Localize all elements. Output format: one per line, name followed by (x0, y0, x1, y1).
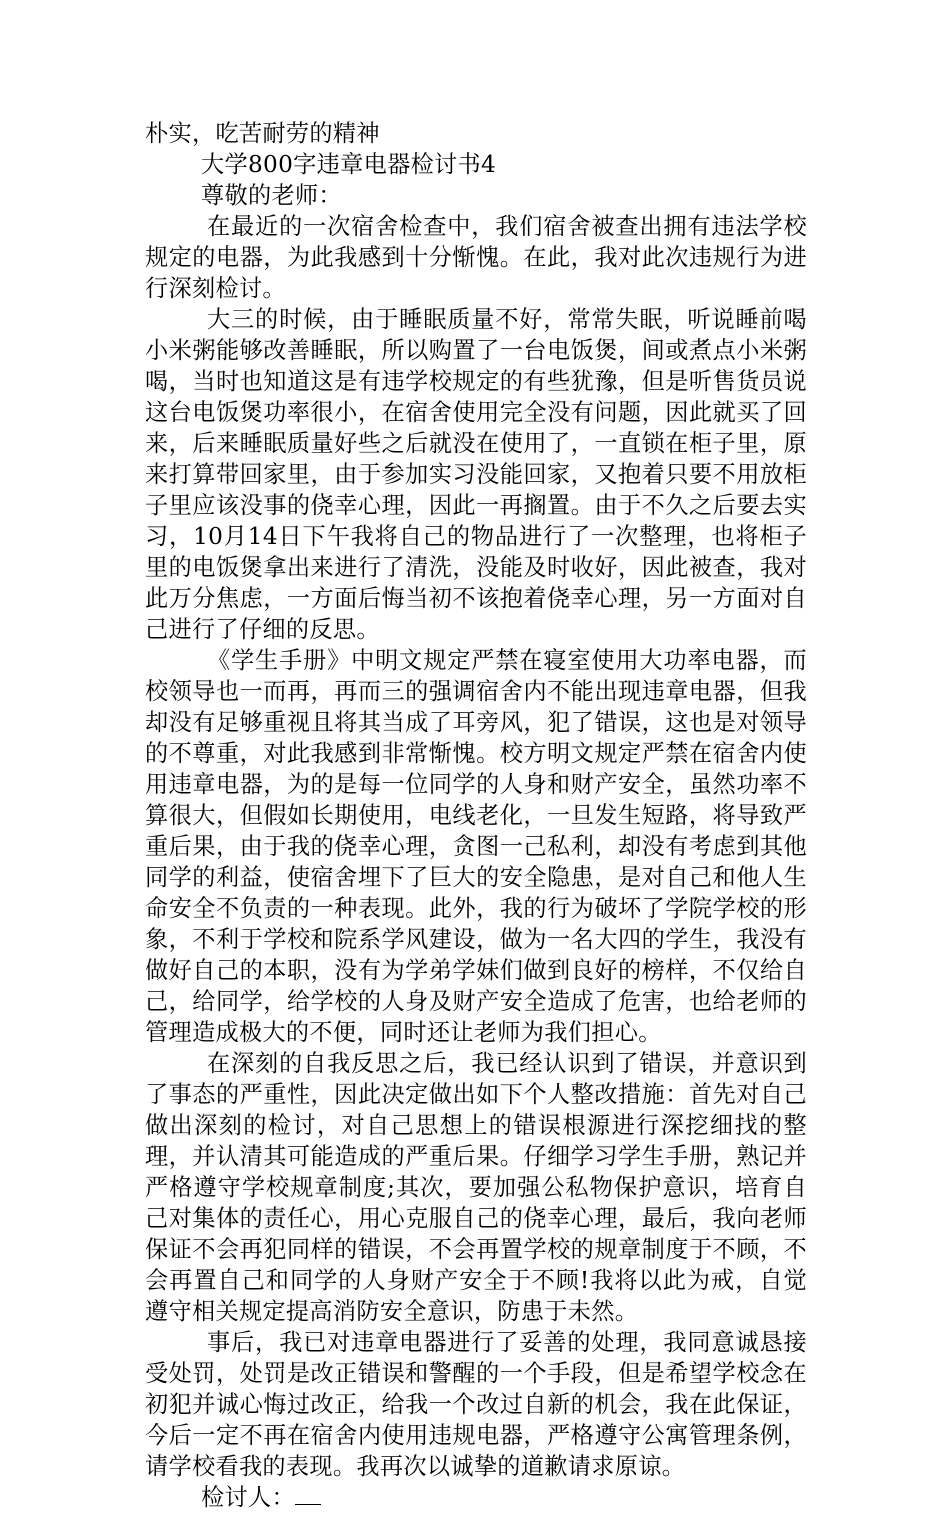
signer-label: 检讨人： (201, 1484, 295, 1511)
paragraph-2: 大三的时候，由于睡眠质量不好，常常失眠，听说睡前喝小米粥能够改善睡眠，所以购置了一台电饭煲，间或煮点小米粥喝，当时也知道这是有违学校规定的有些犹豫，但是听售货员说这台电饭煲功率很小，在宿舍使用完全没有问题，因此就买了回来，后来睡眠质量好些之后就没在使用了，一直锁在柜子里，原来打算带回家里，由于参加实习没能回家，又抱着只要不用放柜子里应该没事的侥幸心理，因此一再搁置。由于不久之后要去实习，10月14日下午我将自己的物品进行了一次整理，也将柜子里的电饭煲拿出来进行了清洗，没能及时收好，因此被查，我对此万分焦虑，一方面后悔当初不该抱着侥幸心理，另一方面对自己进行了仔细的反思。 (145, 306, 807, 643)
paragraph-1: 在最近的一次宿舍检查中，我们宿舍被查出拥有违法学校规定的电器，为此我感到十分惭愧。在此，我对此次违规行为进行深刻检讨。 (145, 213, 807, 302)
paragraph-3: 《学生手册》中明文规定严禁在寝室使用大功率电器，而校领导也一而再，再而三的强调宿舍内不能出现违章电器，但我却没有足够重视且将其当成了耳旁风，犯了错误，这也是对领导的不尊重，对此我感到非常惭愧。校方明文规定严禁在宿舍内使用违章电器，为的是每一位同学的人身和财产安全，虽然功率不算很大，但假如长期使用，电线老化，一旦发生短路，将导致严重后果，由于我的侥幸心理，贪图一己私利，却没有考虑到其他同学的利益，使宿舍埋下了巨大的安全隐患，是对自己和他人生命安全不负责的一种表现。此外，我的行为破坏了学院学校的形象，不利于学校和院系学风建设，做为一名大四的学生，我没有做好自己的本职，没有为学弟学妹们做到良好的榜样，不仅给自己，给同学，给学校的人身及财产安全造成了危害，也给老师的管理造成极大的不便，同时还让老师为我们担心。 (145, 647, 807, 1046)
document-title: 大学800字违章电器检讨书4 (201, 151, 497, 178)
salutation: 尊敬的老师： (201, 182, 342, 209)
signer-blank (295, 1482, 321, 1505)
document-body (145, 118, 807, 1513)
paragraph-4: 在深刻的自我反思之后，我已经认识到了错误，并意识到了事态的严重性，因此决定做出如下个人整改措施：首先对自己做出深刻的检讨，对自己思想上的错误根源进行深挖细找的整理，并认清其可能造成的严重后果。仔细学习学生手册，熟记并严格遵守学校规章制度;其次，要加强公私物保护意识，培育自己对集体的责任心，用心克服自己的侥幸心理，最后，我向老师保证不会再犯同样的错误，不会再置学校的规章制度于不顾，不会再置自己和同学的人身财产安全于不顾!我将以此为戒，自觉遵守相关规定提高消防安全意识，防患于未然。 (145, 1050, 807, 1325)
fragment-line: 朴实，吃苦耐劳的精神 (145, 120, 380, 147)
signer-line (145, 1482, 807, 1513)
paragraph-5: 事后，我已对违章电器进行了妥善的处理，我同意诚恳接受处罚，处罚是改正错误和警醒的一个手段，但是希望学校念在初犯并诚心悔过改正，给我一个改过自新的机会，我在此保证，今后一定不再在宿舍内使用违规电器，严格遵守公寓管理条例，请学校看我的表现。我再次以诚挚的道歉请求原谅。 (145, 1329, 807, 1480)
